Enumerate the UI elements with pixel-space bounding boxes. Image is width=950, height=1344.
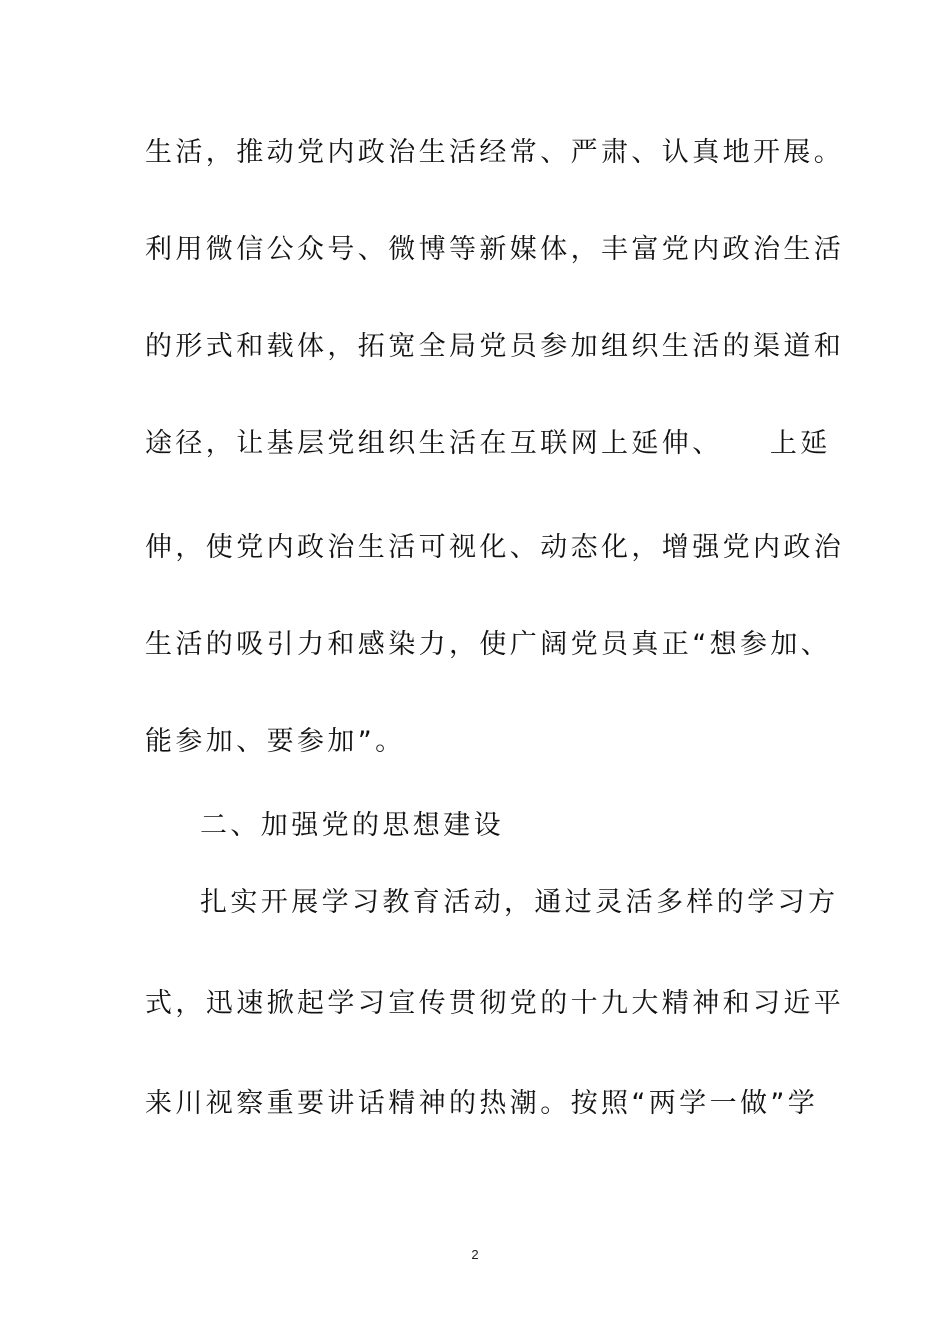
paragraph-line: 利用微信公众号、微博等新媒体，丰富党内政治生活 bbox=[145, 234, 845, 265]
page-number: 2 bbox=[471, 1247, 479, 1262]
paragraph-line: 的形式和载体，拓宽全局党员参加组织生活的渠道和 bbox=[145, 331, 845, 362]
paragraph-line: 生活，推动党内政治生活经常、严肃、认真地开展。 bbox=[145, 137, 845, 168]
paragraph-line: 生活的吸引力和感染力，使广阔党员真正“想参加、 bbox=[145, 629, 832, 660]
section-heading: 二、加强党的思想建设 bbox=[200, 810, 504, 841]
paragraph-line: 来川视察重要讲话精神的热潮。按照“两学一做”学 bbox=[145, 1088, 819, 1119]
paragraph-line: 扎实开展学习教育活动，通过灵活多样的学习方 bbox=[200, 887, 839, 918]
paragraph-line: 能参加、要参加”。 bbox=[145, 726, 406, 757]
paragraph-line: 伸，使党内政治生活可视化、动态化，增强党内政治 bbox=[145, 532, 845, 563]
paragraph-line: 途径，让基层党组织生活在互联网上延伸、 上延 bbox=[145, 428, 831, 459]
paragraph-line: 式，迅速掀起学习宣传贯彻党的十九大精神和习近平 bbox=[145, 988, 845, 1019]
